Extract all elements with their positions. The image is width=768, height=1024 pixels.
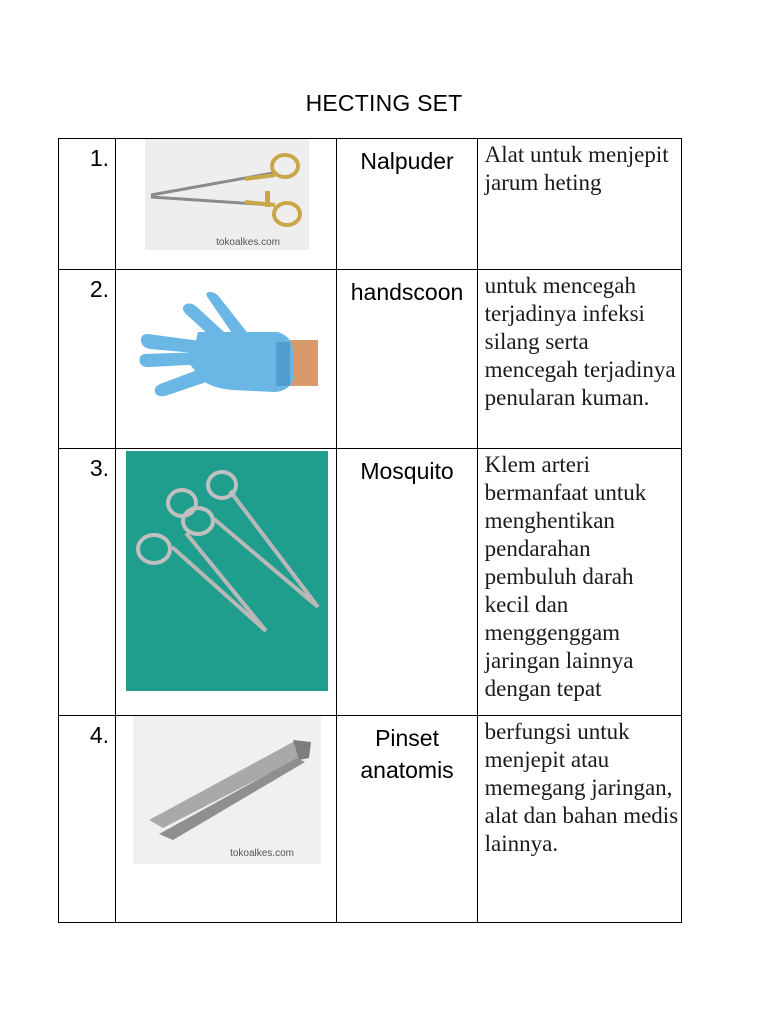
watermark: tokoalkes.com — [216, 237, 280, 248]
needle-holder-icon — [145, 139, 309, 250]
table-row — [59, 139, 682, 270]
row-number-cell — [59, 449, 116, 716]
row-description-cell — [477, 270, 681, 449]
row-number-cell — [59, 270, 116, 449]
page-title: HECTING SET — [305, 90, 463, 116]
row-number: 3. — [89, 455, 110, 481]
mosquito-clamp-icon — [126, 451, 328, 691]
instrument-description: Klem arteri bermanfaat untuk menghentikan pendarahan pembuluh darah kecil dan menggenggam jaringan lainnya dengan tepat — [484, 452, 647, 701]
row-number-cell — [59, 716, 116, 923]
row-description-cell — [477, 716, 681, 923]
row-image-cell — [116, 449, 337, 716]
table-row — [59, 449, 682, 716]
table-row — [59, 716, 682, 923]
row-name-cell — [337, 270, 477, 449]
row-description-cell — [477, 449, 681, 716]
instrument-description: berfungsi untuk menjepit atau memegang jaringan, alat dan bahan medis lainnya. — [484, 719, 679, 856]
row-image-cell — [116, 716, 337, 923]
row-description-cell — [477, 139, 681, 270]
table-row — [59, 270, 682, 449]
row-number: 1. — [89, 145, 110, 171]
row-number-cell — [59, 139, 116, 270]
row-name-cell — [337, 449, 477, 716]
watermark: tokoalkes.com — [230, 848, 294, 859]
tweezers-icon — [133, 716, 321, 864]
instrument-name: Nalpuder — [360, 148, 454, 174]
instrument-name: Mosquito — [360, 458, 454, 484]
row-image-cell — [116, 270, 337, 449]
instrument-name: handscoon — [350, 279, 464, 305]
instrument-description: untuk mencegah terjadinya infeksi silang serta mencegah terjadinya penularan kuman. — [484, 273, 676, 410]
glove-icon — [138, 292, 318, 402]
row-name-cell — [337, 716, 477, 923]
row-number: 2. — [89, 276, 110, 302]
row-name-cell — [337, 139, 477, 270]
row-image-cell — [116, 139, 337, 270]
instrument-name: Pinset anatomis — [360, 725, 454, 783]
hecting-set-table — [58, 138, 682, 923]
instrument-description: Alat untuk menjepit jarum heting — [484, 142, 669, 195]
row-number: 4. — [89, 722, 110, 748]
